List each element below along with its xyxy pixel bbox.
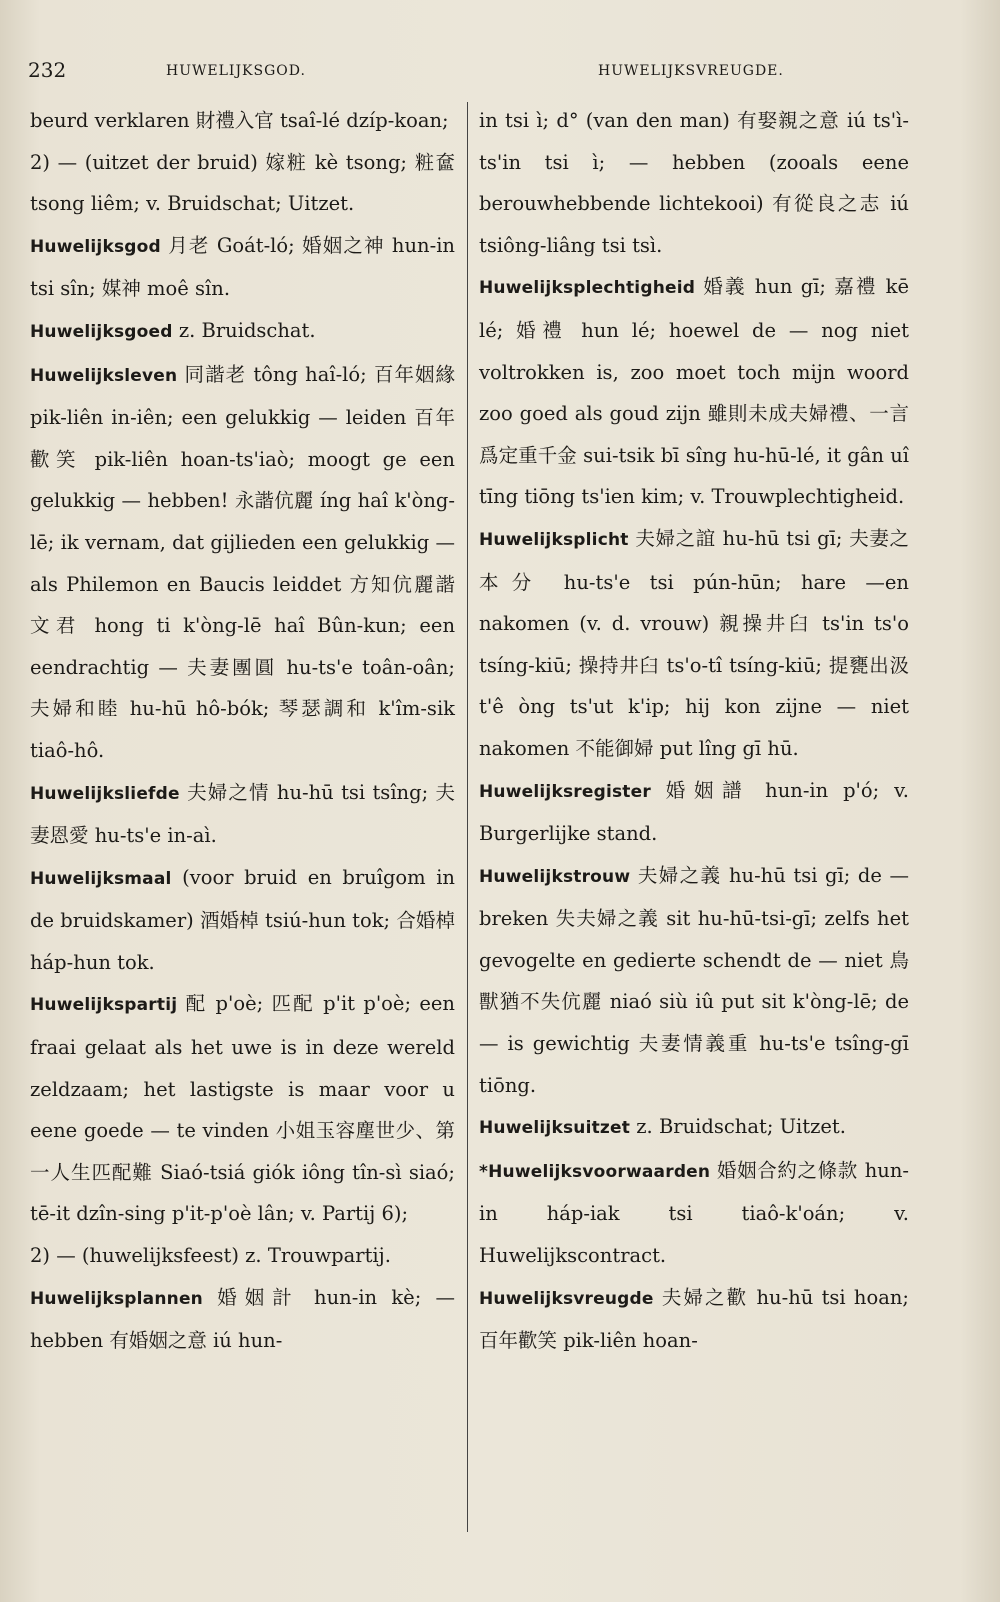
entry-huwelijkspartij	[30, 983, 455, 1235]
column-divider	[467, 102, 468, 1532]
entry-huwelijksvreugde	[479, 1277, 909, 1362]
headword: Huwelijkstrouw	[479, 866, 631, 887]
entry-text: 婚姻合約之條款 hun-in háp-iak tsi tiaô-k'oán; v. Huwelijkscontract.	[479, 1158, 909, 1268]
entry-huwelijksmaal	[30, 857, 455, 984]
right-running-head: HUWELIJKSVREUGDE.	[598, 63, 784, 79]
entry-text: 夫婦之義 hu-hū tsi gī; de — breken 失夫婦之義 sit hu-hū-tsi-gī; zelfs het gevogelte en gedierte schendt de — niet 鳥獸猶不失伉麗 niaó siù iû put sit k'òng-lē; de — is gewichtig 夫妻情義重 hu-ts'e tsîng-gī tiōng.	[479, 863, 909, 1097]
headword: Huwelijksleven	[30, 365, 178, 386]
entry-continuation: beurd verklaren 財禮入官 tsaî-lé dzíp-koan;	[30, 109, 449, 132]
entry-text: 婚姻計 hun-in kè; — hebben 有婚姻之意 iú hun-	[30, 1285, 455, 1353]
entry-huwelijksliefde	[30, 772, 455, 857]
headword: Huwelijksmaal	[30, 868, 172, 889]
running-header	[28, 58, 980, 88]
left-column	[30, 100, 455, 1362]
entry-text: 婚義 hun gī; 嘉禮 kē lé; 婚禮 hun lé; hoewel de — nog niet voltrokken is, zoo moet toch mijn woord zoo goed als goud zijn 雖則未成夫婦禮、一言爲定重千金 sui-tsik bī sîng hu-hū-lé, it gân uî tīng tiōng ts'ien kim; v. Trouwplechtigheid.	[479, 275, 909, 509]
entry-huwelijksregister	[479, 770, 909, 855]
entry-huwelijksgoed	[30, 310, 455, 354]
entry-text: z. Bruidschat; Uitzet.	[630, 1115, 846, 1139]
entry-continuation: in tsi ì; d° (van den man) 有娶親之意 iú ts'ì-ts'in tsi ì; — hebben (zooals eene berouwhebbende lichtekooi) 有從良之志 iú tsiông-liâng tsi tsì.	[479, 109, 909, 257]
entry-huwelijksplechtigheid	[479, 266, 909, 518]
headword: Huwelijksliefde	[30, 783, 180, 804]
headword: Huwelijkspartij	[30, 995, 178, 1016]
entry-text: (voor bruid en bruîgom in de bruidskamer) 酒婚棹 tsiú-hun tok; 合婚棹 háp-hun tok.	[30, 865, 455, 974]
entry-huwelijksvoorwaarden	[479, 1150, 909, 1277]
headword: Huwelijksuitzet	[479, 1118, 631, 1139]
entry-text: 夫婦之誼 hu-hū tsi gī; 夫妻之本分 hu-ts'e tsi pún-hūn; hare —en nakomen (v. d. vrouw) 親操井臼 ts'in ts'o tsíng-kiū; 操持井臼 ts'o-tî tsíng-kiū; 提甕出汲 t'ê òng ts'ut k'ip; hij kon zijne — niet nakomen 不能御婦 put lîng gī hū.	[479, 526, 909, 760]
headword: Huwelijksplicht	[479, 529, 629, 550]
entry-text: 同諧老 tông haî-ló; 百年姻緣 pik-liên in-iên; een gelukkig — leiden 百年歡笑 pik-liên hoan-ts'iaò; moogt ge een gelukkig — hebben! 永諧伉麗 íng haî k'òng-lē; ik vernam, dat gijlieden een gelukkig — als Philemon en Baucis leiddet 方知伉麗諧文君 hong ti k'òng-lē haî Bûn-kun; een eendrachtig — 夫妻團圓 hu-ts'e toân-oân; 夫婦和睦 hu-hū hô-bók; 琴瑟調和 k'îm-sik tiaô-hô.	[30, 362, 455, 762]
entry-text: 夫婦之情 hu-hū tsi tsîng; 夫妻恩愛 hu-ts'e in-aì.	[30, 780, 455, 848]
entry-huwelijksuitzet	[479, 1106, 909, 1150]
entry-text: 婚姻譜 hun-in p'ó; v. Burgerlijke stand.	[479, 778, 909, 846]
headword: Huwelijksvreugde	[479, 1288, 654, 1309]
page-number: 232	[28, 58, 67, 82]
entry-subsense: 2) — (huwelijksfeest) z. Trouwpartij.	[30, 1244, 391, 1268]
entry-text: 夫婦之歡 hu-hū tsi hoan; 百年歡笑 pik-liên hoan-	[479, 1285, 909, 1353]
headword: *Huwelijksvoorwaarden	[479, 1161, 711, 1182]
headword: Huwelijksregister	[479, 781, 651, 802]
left-running-head: HUWELIJKSGOD.	[166, 63, 306, 79]
entry-huwelijkstrouw	[479, 855, 909, 1107]
headword: Huwelijksgoed	[30, 321, 173, 342]
entry-text: 月老 Goát-ló; 婚姻之神 hun-in tsi sîn; 媒神 moê sîn.	[30, 233, 455, 301]
entry-huwelijksleven	[30, 354, 455, 772]
headword: Huwelijksplechtigheid	[479, 278, 696, 299]
entry-text: z. Bruidschat.	[172, 318, 316, 342]
entry-subsense: 2) — (uitzet der bruid) 嫁粧 kè tsong; 粧奩 tsong liêm; v. Bruidschat; Uitzet.	[30, 150, 455, 216]
entry-huwelijksgod	[30, 225, 455, 310]
entry-huwelijksplicht	[479, 518, 909, 770]
headword: Huwelijksplannen	[30, 1288, 203, 1309]
right-column	[479, 100, 909, 1362]
entry-text: 配 p'oè; 匹配 p'it p'oè; een fraai gelaat als het uwe is in deze wereld zeldzaam; het lastigste is maar voor u eene goede — te vinden 小姐玉容塵世少、第一人生匹配難 Siaó-tsiá giók iông tîn-sì siaó; tē-it dzîn-sing p'it-p'oè lân; v. Partij 6);	[30, 992, 455, 1226]
headword: Huwelijksgod	[30, 236, 161, 257]
entry-huwelijksplannen	[30, 1277, 455, 1362]
